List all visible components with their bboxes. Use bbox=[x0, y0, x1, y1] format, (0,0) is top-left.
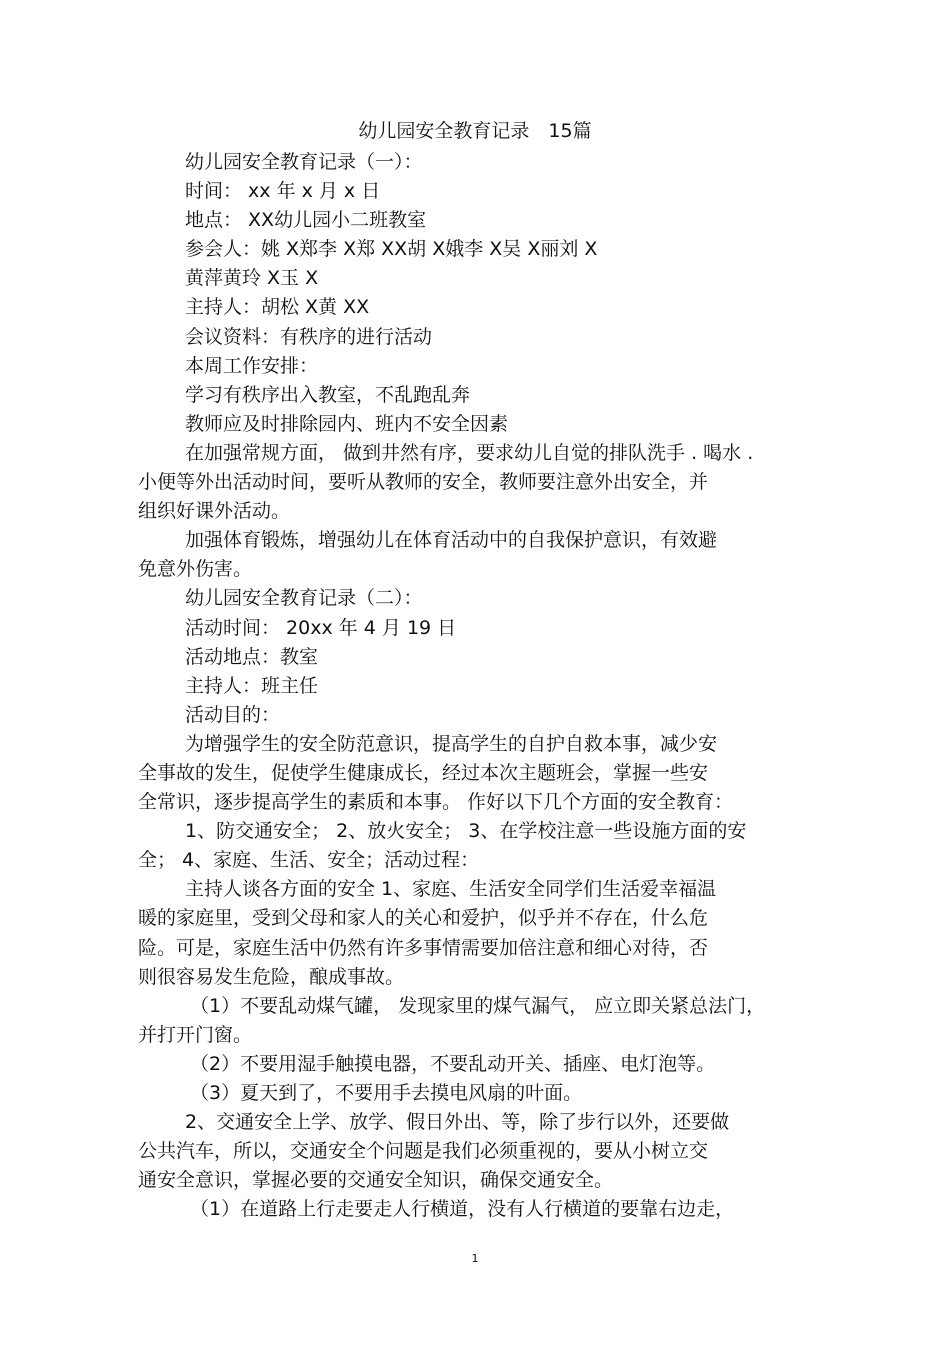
paragraph-line: 小便等外出活动时间，要听从教师的安全，教师要注意外出安全，并 bbox=[138, 471, 709, 494]
document-body bbox=[138, 148, 818, 1224]
paragraph-line: 1、防交通安全； 2、放火安全； 3、在学校注意一些设施方面的安 bbox=[185, 820, 747, 843]
paragraph-line: 在加强常规方面， 做到井然有序，要求幼儿自觉的排队洗手 . 喝水 . bbox=[185, 441, 754, 464]
paragraph-line: 教师应及时排除园内、班内不安全因素 bbox=[185, 412, 509, 435]
page-number: 1 bbox=[471, 1252, 479, 1265]
paragraph-line: 并打开门窗。 bbox=[138, 1023, 253, 1046]
paragraph-line: 全； 4、家庭、生活、安全；活动过程： bbox=[138, 849, 480, 872]
paragraph-line: 全常识，逐步提高学生的素质和本事。 作好以下几个方面的安全教育： bbox=[138, 791, 734, 814]
paragraph-line: 2、交通安全上学、放学、假日外出、等，除了步行以外，还要做 bbox=[185, 1111, 730, 1134]
paragraph-line: 主持人：胡松 X黄 XX bbox=[185, 296, 370, 319]
paragraph-line: 学习有秩序出入教室，不乱跑乱奔 bbox=[185, 383, 471, 406]
paragraph-line: 则很容易发生危险，酿成事故。 bbox=[138, 965, 405, 988]
paragraph-line: 黄萍黄玲 X玉 X bbox=[185, 267, 319, 290]
paragraph-line: 会议资料：有秩序的进行活动 bbox=[185, 325, 433, 348]
paragraph-line: （1）在道路上行走要走人行横道，没有人行横道的要靠右边走， bbox=[190, 1198, 735, 1221]
paragraph-line: 公共汽车，所以，交通安全个问题是我们必须重视的，要从小树立交 bbox=[138, 1140, 709, 1163]
paragraph-line: 加强体育锻炼，增强幼儿在体育活动中的自我保护意识，有效避 bbox=[185, 529, 718, 552]
paragraph-line: 活动地点：教室 bbox=[185, 645, 319, 668]
paragraph-line: 幼儿园安全教育记录（二）： bbox=[185, 587, 423, 610]
paragraph-line: 险。可是，家庭生活中仍然有许多事情需要加倍注意和细心对待，否 bbox=[138, 936, 709, 959]
paragraph-line: 免意外伤害。 bbox=[138, 558, 253, 581]
paragraph-line: 幼儿园安全教育记录（一）： bbox=[185, 151, 423, 173]
paragraph-line: 地点： XX幼儿园小二班教室 bbox=[185, 209, 427, 232]
paragraph-line: 主持人谈各方面的安全 1、家庭、生活安全同学们生活爱幸福温 bbox=[185, 878, 717, 901]
document-title: 幼儿园安全教育记录 15篇 bbox=[358, 120, 592, 142]
paragraph-line: （1）不要乱动煤气罐， 发现家里的煤气漏气， 应立即关紧总法门， bbox=[190, 994, 766, 1017]
paragraph-line: 活动时间： 20xx 年 4 月 19 日 bbox=[185, 616, 457, 639]
paragraph-line: 通安全意识，掌握必要的交通安全知识，确保交通安全。 bbox=[138, 1169, 614, 1192]
paragraph-line: 为增强学生的安全防范意识，提高学生的自护自救本事，减少安 bbox=[185, 732, 718, 755]
paragraph-line: 组织好课外活动。 bbox=[138, 500, 291, 523]
paragraph-line: 本周工作安排： bbox=[185, 354, 319, 377]
paragraph-line: 时间： xx 年 x 月 x 日 bbox=[185, 180, 381, 203]
paragraph-line: 活动目的： bbox=[185, 703, 281, 726]
paragraph-line: （2）不要用湿手触摸电器，不要乱动开关、插座、电灯泡等。 bbox=[190, 1052, 716, 1075]
paragraph-line: 主持人：班主任 bbox=[185, 674, 319, 697]
paragraph-line: 全事故的发生，促使学生健康成长，经过本次主题班会，掌握一些安 bbox=[138, 761, 709, 784]
paragraph-line: 暖的家庭里，受到父母和家人的关心和爱护，似乎并不存在，什么危 bbox=[138, 907, 709, 930]
paragraph-line: 参会人：姚 X郑李 X郑 XX胡 X娥李 X吴 X丽刘 X bbox=[185, 238, 598, 261]
paragraph-line: （3）夏天到了，不要用手去摸电风扇的叶面。 bbox=[190, 1082, 583, 1104]
